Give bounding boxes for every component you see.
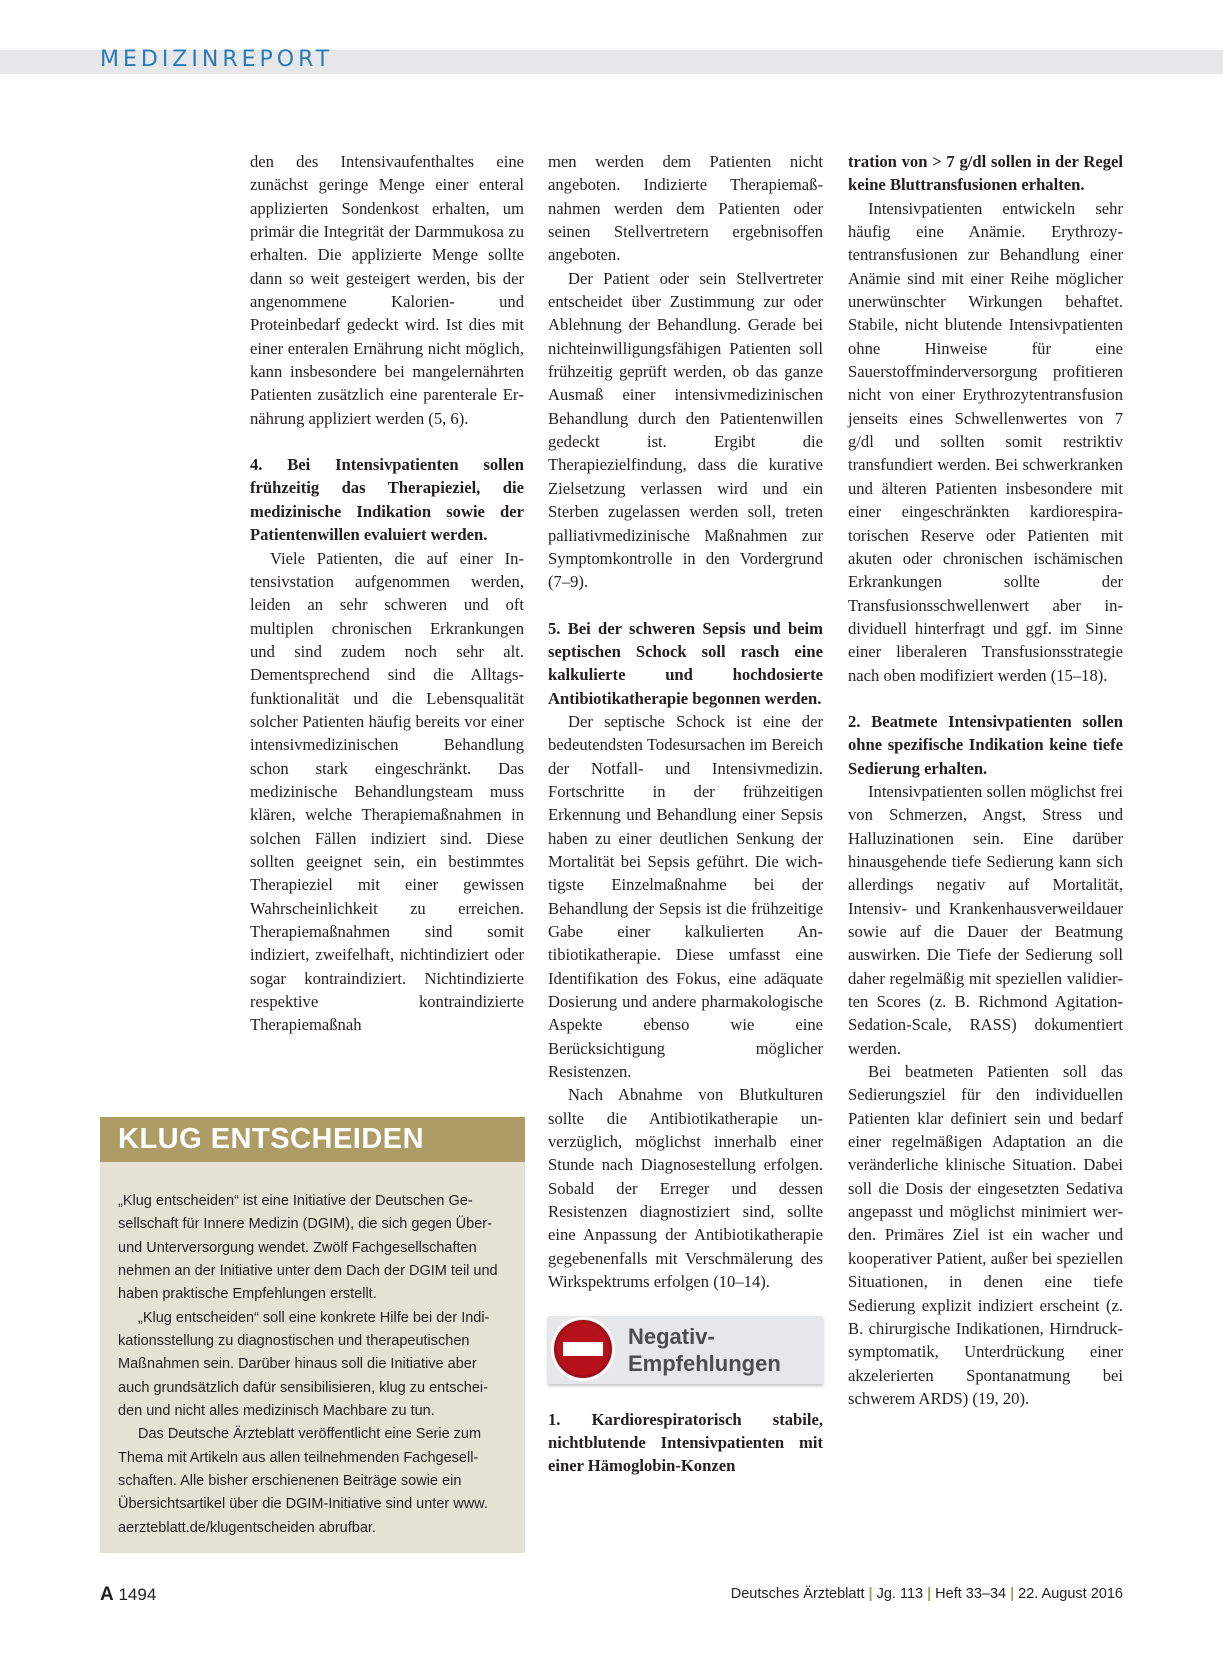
negative-recommendation-heading-1: 1. Kardiorespiratorisch stabile, nichtblutende Intensivpatienten mit einer Hämoglobin-Konzen [548,1409,823,1476]
article-column-2 [548,150,823,1478]
page-prefix: A [100,1584,114,1605]
journal-name: Deutsches Ärzteblatt [730,1586,865,1602]
box-paragraph: „Klug entscheiden“ ist eine Initiative der Deutschen Gesellschaft für Innere Medizin (DGIM), die sich gegen Über- und Unterversorgung wendet. Zwölf Fachgesellschaften nehmen an der Initiative unter dem Dach der DGIM teil und haben praktische Empfehlungen erstellt. [118,1193,498,1303]
paragraph: Nach Abnahme von Blutkulturen sollte die Antibiotikatherapie unverzüglich, möglichst innerhalb einer Stunde nach Diagnosestellung erfolgen. Sobald der Erreger und dessen Resistenzen diagnostiziert sind, sollte eine Anpassung der Antibiotikatherapie gegebenenfalls mit Verschmälerung des Wirkspektrums erfolgen (10–14). [548,1085,823,1292]
recommendation-heading-4: 4. Bei Intensivpatienten sollen frühzeitig das Therapieziel, die medizinische Indikation sowie der Patientenwillen evaluiert werden. [250,455,524,545]
article-column-3 [848,150,1123,1410]
journal-date: 22. August 2016 [1018,1586,1123,1602]
negative-recommendations-box [548,1316,823,1384]
box-paragraph: „Klug entscheiden“ soll eine konkrete Hilfe bei der Indikationsstellung zu diagnostischen und therapeutischen Maßnahmen sein. Darüber hinaus soll die Initiative aber auch grundsätzlich dafür sensibilisieren, klug zu entscheiden und nicht alles medizinisch Machbare zu tun. [118,1309,490,1420]
separator: | [927,1586,932,1602]
box-paragraph: Das Deutsche Ärzteblatt veröffentlicht eine Serie zum Thema mit Artikeln aus allen teilnehmenden Fachgesellschaften. Alle bisher erschienenen Beiträge sowie ein Übersichtsartikel über die DGIM-Initiative sind unter www.​aerzteblatt.de/klugentscheiden abrufbar. [118,1426,488,1536]
klug-entscheiden-body [100,1162,525,1540]
negative-recommendation-heading-1-cont: tration von > 7 g/dl sollen in der Regel keine Bluttransfusionen erhalten. [848,152,1123,195]
article-column-1 [250,150,524,1037]
paragraph: Viele Patienten, die auf einer Intensivstation aufgenommen werden, leiden an sehr schweren und oft multiplen chronischen Erkrankungen und sind zudem noch sehr alt. Dementsprechend sind die Alltagsfunktionalität und die Lebensqualität solcher Patienten häufig bereits vor einer intensivmedizinischen Behandlung schon stark eingeschränkt. Das medizinische Behandlungsteam muss klären, welche Therapiemaßnahmen in solchen Fällen indiziert sind. Diese sollten geeignet sein, ein bestimmtes Therapieziel mit einer gewissen Wahrscheinlichkeit zu erreichen. Therapiemaßnahmen sind somit indiziert, zweifelhaft, nichtindiziert oder sogar kontraindiziert. Nichtindizierte respektive kontraindizierte Therapiemaßnah [250,548,524,1035]
negative-recommendation-heading-2: 2. Beatmete Intensivpatienten sollen ohne spezifische Indikation keine tiefe Sedierung erhalten. [848,711,1123,778]
journal-issue: Heft 33–34 [935,1586,1007,1602]
paragraph: Bei beatmeten Patienten soll das Sedierungsziel für den individuellen Patienten klar definiert sein und bedarf einer regelmäßigen Adaptation an die veränderliche klinische Situation. Dabei soll die Dosis der eingesetzten Sedativa angepasst und möglichst minimiert werden. Primäres Ziel ist ein wacher und kooperativer Patient, außer bei speziellen Situationen, in denen eine tiefe Sedierung explizit indiziert erscheint (z. B. chirurgische Indikationen, Hirndrucksymptomatik, Unterdrückung einer akzelerierten Spontanatmung bei schwerem ARDS) (19, 20). [848,1062,1123,1408]
paragraph: men werden dem Patienten nicht angeboten. Indizierte Therapiemaßnahmen werden dem Patienten oder seinen Stellvertretern ergebnisoffen angeboten. [548,152,823,265]
page-number [100,1584,156,1606]
paragraph: Der Patient oder sein Stellvertreter entscheidet über Zustimmung zur oder Ablehnung der Behandlung. Gerade bei nichteinwilligungsfähigen Patienten soll frühzeitig geprüft werden, ob das ganze Ausmaß einer intensivmedizinischen Behandlung durch den Patientenwillen gedeckt ist. Ergibt die Therapiezielfindung, dass die kurative Zielsetzung verlassen wird und ein Sterben zugelassen werden soll, treten palliativmedizinische Maßnahmen zur Symptomkontrolle in den Vordergrund (7–9). [548,268,823,592]
section-label: MEDIZINREPORT [100,47,334,72]
klug-entscheiden-title: KLUG ENTSCHEIDEN [100,1117,525,1162]
paragraph: Intensivpatienten sollen möglichst frei von Schmerzen, Angst, Stress und Halluzinationen sein. Eine darüber hinausgehende tiefe Sedierung kann sich allerdings negativ auf Mortalität, Intensiv- und Krankenhausverweildauer sowie auf die Dauer der Beatmung auswirken. Die Tiefe der Sedierung soll daher regelmäßig mit speziellen validierten Scores (z. B. Richmond Agitation-Sedation-Scale, RASS) dokumentiert werden. [848,781,1123,1058]
paragraph: Intensivpatienten entwickeln sehr häufig eine Anämie. Erythrozytentransfusionen zur Behandlung einer Anämie sind mit einer Reihe möglicher unerwünschter Wirkungen behaftet. Stabile, nicht blutende Intensivpatienten ohne Hinweise für eine Sauerstoffminderversorgung profitieren nicht von einer Erythrozytentransfusion jenseits eines Schwellenwertes von 7 g/dl und sollten somit restriktiv transfundiert werden. Bei schwerkranken und älteren Patienten insbesondere mit einer eingeschränkten kardiorespiratorischen Reserve oder Patienten mit akuten oder chronischen ischämischen Erkrankungen sollte der Transfusionsschwellenwert aber individuell hinterfragt und ggf. im Sinne einer liberaleren Transfusionsstrategie nach oben modifiziert werden (15–18). [848,198,1123,685]
separator: | [868,1586,873,1602]
no-entry-icon [550,1316,616,1382]
page-number-value: 1494 [118,1585,157,1604]
paragraph: Der septische Schock ist eine der bedeutendsten Todesursachen im Bereich der Notfall- und Intensivmedizin. Fortschritte in der frühzeitigen Erkennung und Behandlung einer Sepsis haben zu einer deutlichen Senkung der Mortalität bei Sepsis geführt. Die wichtigste Einzelmaßnahme bei der Behandlung der Sepsis ist die frühzeitige Gabe einer kalkulierten Antibiotikatherapie. Diese umfasst eine Identifikation des Fokus, eine adäquate Dosierung und andere pharmakologische Aspekte ebenso wie eine Berücksichtigung möglicher Resistenzen. [548,711,823,1082]
paragraph: den des Intensivaufenthaltes eine zunächst geringe Menge einer enteral applizierten Sondenkost erhalten, um primär die Integrität der Darmmukosa zu erhalten. Die applizierte Menge sollte dann so weit gesteigert werden, bis der angenommene Kalorien- und Proteinbedarf gedeckt wird. Ist dies mit einer enteralen Ernährung nicht möglich, kann insbesondere bei mangelernährten Patienten zusätzlich eine parenterale Ernährung appliziert werden (5, 6). [250,152,524,428]
negative-recommendations-title [628,1323,781,1377]
recommendation-heading-5: 5. Bei der schweren Sepsis und beim septischen Schock soll rasch eine kalkulierte und hochdosierte Antibiotikatherapie begonnen werden. [548,618,823,708]
klug-entscheiden-box [100,1117,525,1553]
neg-title-line-2: Empfehlungen [628,1350,781,1376]
journal-volume: Jg. 113 [876,1586,924,1602]
separator: | [1010,1586,1015,1602]
journal-footer [731,1586,1123,1602]
neg-title-line-1: Negativ- [628,1323,715,1349]
